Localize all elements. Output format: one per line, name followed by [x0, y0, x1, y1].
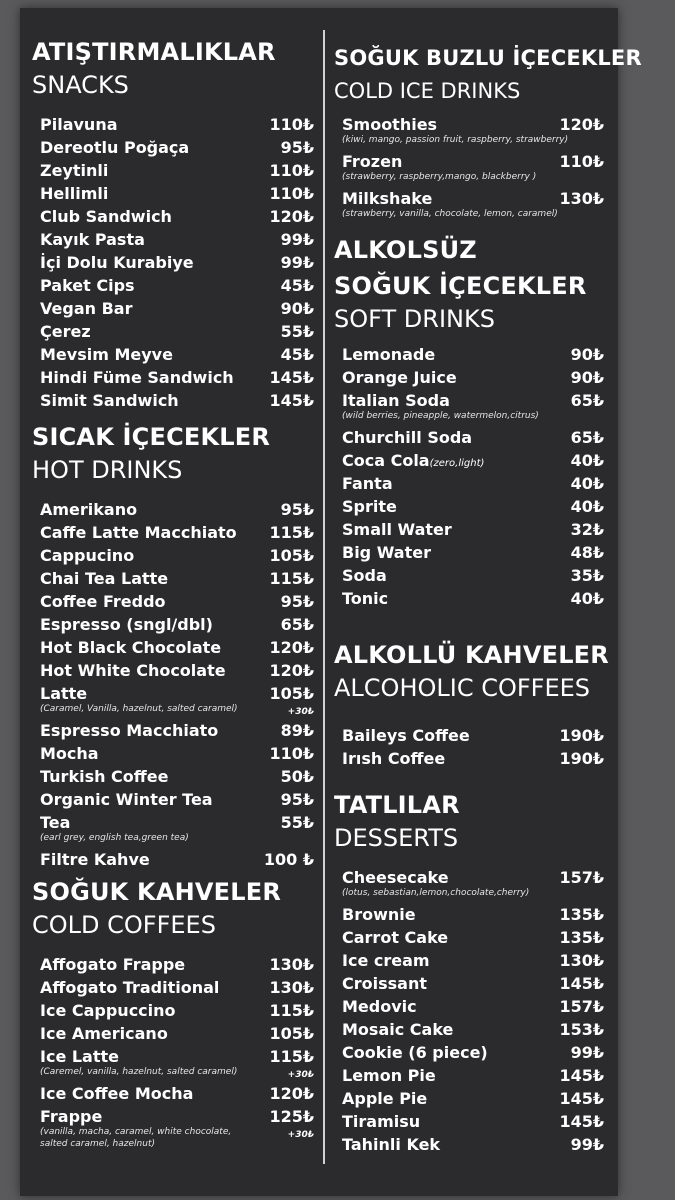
item-price: 110₺ — [269, 161, 314, 180]
item-name-text: Ice cream — [342, 951, 430, 970]
item-name — [342, 996, 417, 1018]
item-price: 95₺ — [280, 500, 314, 519]
item-name-text: Hindi Füme Sandwich — [40, 368, 234, 387]
item-name-text: Club Sandwich — [40, 207, 172, 226]
menu-item — [32, 812, 314, 849]
item-price: 110₺ — [559, 152, 604, 171]
item-name-text: Soda — [342, 566, 387, 585]
item-note: (Caremel, vanilla, hazelnut, salted caramel) — [40, 1067, 238, 1077]
item-name-text: Çerez — [40, 322, 91, 341]
menu-item — [32, 367, 314, 390]
item-name-text: İçi Dolu Kurabiye — [40, 253, 194, 272]
item-price: 99₺ — [570, 1043, 604, 1062]
menu-item — [334, 367, 604, 390]
item-price: 65₺ — [570, 428, 604, 447]
menu-item — [334, 450, 604, 473]
item-name-text: Tea — [40, 813, 71, 832]
item-name-text: Mosaic Cake — [342, 1020, 454, 1039]
item-price: 157₺ — [559, 868, 604, 887]
item-price: 120₺ — [269, 638, 314, 657]
menu-item — [334, 950, 604, 973]
menu-item — [334, 927, 604, 950]
menu-item — [32, 849, 314, 872]
item-name — [342, 344, 435, 366]
item-name — [40, 954, 185, 976]
item-price: 65₺ — [280, 615, 314, 634]
menu-item — [32, 614, 314, 637]
item-name-text: Sprite — [342, 497, 397, 516]
item-name — [40, 568, 168, 590]
menu-board — [20, 8, 642, 1196]
menu-item — [32, 683, 314, 720]
item-name — [342, 867, 449, 889]
item-name-text: Ice Americano — [40, 1024, 168, 1043]
section-title-en: COLD ICE DRINKS — [334, 79, 521, 103]
item-price: 35₺ — [570, 566, 604, 585]
item-name — [342, 114, 437, 136]
item-note: (strawberry, raspberry,mango, blackberry ) — [342, 172, 537, 182]
item-name-text: Zeytinli — [40, 161, 109, 180]
menu-list — [334, 344, 604, 611]
item-price: 55₺ — [280, 813, 314, 832]
item-name-text: Tahinli Kek — [342, 1135, 441, 1154]
menu-item — [32, 789, 314, 812]
item-name-text: Apple Pie — [342, 1089, 428, 1108]
item-price: 115₺ — [269, 523, 314, 542]
item-name-text: Organic Winter Tea — [40, 790, 213, 809]
section-title-en: COLD COFFEES — [32, 911, 216, 939]
section-title-tr: TATLILAR — [334, 791, 460, 819]
menu-item — [32, 160, 314, 183]
item-name-text: Simit Sandwich — [40, 391, 179, 410]
item-name-text: Ice Coffee Mocha — [40, 1084, 194, 1103]
menu-item — [334, 1042, 604, 1065]
item-price: 40₺ — [570, 451, 604, 470]
menu-item — [32, 977, 314, 1000]
item-name — [342, 390, 450, 412]
menu-item — [32, 275, 314, 298]
menu-item — [32, 660, 314, 683]
item-name-text: Lemon Pie — [342, 1066, 436, 1085]
item-name-text: Affogato Frappe — [40, 955, 186, 974]
item-name-text: Cappucino — [40, 546, 135, 565]
menu-item — [32, 954, 314, 977]
menu-item — [32, 321, 314, 344]
item-inline-note: (zero,light) — [429, 458, 485, 469]
item-price: 105₺ — [269, 1024, 314, 1043]
item-price: 145₺ — [559, 974, 604, 993]
item-name — [40, 390, 179, 412]
menu-item — [32, 114, 314, 137]
item-name-text: Caffe Latte Macchiato — [40, 523, 237, 542]
item-price: 120₺ — [269, 661, 314, 680]
item-name — [342, 588, 388, 610]
item-name — [40, 206, 172, 228]
item-price: 110₺ — [269, 184, 314, 203]
item-price: 45₺ — [280, 276, 314, 295]
item-name — [40, 114, 118, 136]
item-price: 90₺ — [570, 345, 604, 364]
menu-item — [334, 904, 604, 927]
item-name — [342, 1019, 453, 1041]
menu-list — [334, 114, 604, 225]
item-name-text: Orange Juice — [342, 368, 457, 387]
item-name — [40, 1023, 168, 1045]
item-name-text: Paket Cips — [40, 276, 135, 295]
menu-item — [334, 188, 604, 225]
item-name — [342, 565, 387, 587]
item-name-text: Coca Cola — [342, 451, 430, 470]
item-name — [342, 950, 430, 972]
item-name-text: Milkshake — [342, 189, 433, 208]
item-price: 130₺ — [269, 978, 314, 997]
menu-item — [32, 568, 314, 591]
item-note: (kiwi, mango, passion fruit, raspberry, strawberry) — [342, 135, 569, 145]
item-note: (vanilla, macha, caramel, white chocolate, — [40, 1127, 232, 1137]
menu-item — [32, 1083, 314, 1106]
item-name — [40, 229, 145, 251]
item-name-text: Espresso Macchiato — [40, 721, 219, 740]
section-title-tr: ATIŞTIRMALIKLAR — [32, 38, 276, 66]
item-name-text: Tonic — [342, 589, 389, 608]
item-extra-price: +30₺ — [287, 1070, 314, 1080]
item-name — [40, 545, 134, 567]
menu-item — [32, 720, 314, 743]
item-name-text: Frappe — [40, 1107, 103, 1126]
item-name — [342, 748, 445, 770]
menu-item — [334, 390, 604, 427]
item-price: 90₺ — [570, 368, 604, 387]
item-name — [40, 522, 237, 544]
item-name-text: Hot White Chocolate — [40, 661, 226, 680]
item-price: 40₺ — [570, 589, 604, 608]
item-name-text: Croissant — [342, 974, 427, 993]
menu-item — [32, 344, 314, 367]
item-name — [342, 496, 397, 518]
soft-drinks-section — [334, 236, 604, 611]
item-name-text: Amerikano — [40, 500, 138, 519]
item-price: 190₺ — [559, 749, 604, 768]
item-name — [40, 812, 70, 834]
item-name-text: Cookie (6 piece) — [342, 1043, 488, 1062]
item-name — [342, 1065, 436, 1087]
item-note-2: salted caramel, hazelnut) — [40, 1139, 155, 1149]
menu-item — [32, 766, 314, 789]
menu-item — [334, 1111, 604, 1134]
menu-list — [32, 499, 314, 872]
item-name-text: Chai Tea Latte — [40, 569, 169, 588]
item-name — [40, 367, 234, 389]
item-name-text: Cheesecake — [342, 868, 449, 887]
menu-item — [334, 748, 604, 771]
item-name-text: Smoothies — [342, 115, 438, 134]
menu-item — [334, 1088, 604, 1111]
item-name — [40, 1046, 119, 1068]
item-name — [342, 725, 470, 747]
item-note: (wild berries, pineapple, watermelon,citrus) — [342, 411, 539, 421]
item-price: 48₺ — [570, 543, 604, 562]
item-name — [342, 473, 393, 495]
item-name — [342, 367, 457, 389]
item-name — [40, 720, 218, 742]
menu-item — [32, 522, 314, 545]
item-price: 99₺ — [280, 230, 314, 249]
menu-item — [32, 137, 314, 160]
cold-coffees-section — [32, 878, 314, 1156]
item-name — [40, 275, 135, 297]
menu-item — [32, 252, 314, 275]
item-name-text: Dereotlu Poğaça — [40, 138, 190, 157]
item-name — [342, 1042, 488, 1064]
item-price: 110₺ — [269, 744, 314, 763]
item-price: 115₺ — [269, 569, 314, 588]
menu-item — [334, 427, 604, 450]
item-name — [40, 1083, 193, 1105]
item-name-text: Filtre Kahve — [40, 850, 150, 869]
item-name-text: Hot Black Chocolate — [40, 638, 222, 657]
item-price: 95₺ — [280, 790, 314, 809]
item-price: 125₺ — [269, 1107, 314, 1126]
item-name — [40, 183, 108, 205]
menu-item — [334, 519, 604, 542]
section-title-en: DESSERTS — [334, 824, 459, 852]
item-price: 135₺ — [559, 928, 604, 947]
menu-item — [334, 588, 604, 611]
menu-item — [334, 1019, 604, 1042]
menu-item — [32, 1106, 314, 1156]
item-name-text: Turkish Coffee — [40, 767, 169, 786]
item-price: 99₺ — [570, 1135, 604, 1154]
item-name — [40, 298, 132, 320]
menu-list — [334, 867, 604, 1157]
menu-item — [32, 298, 314, 321]
item-name — [342, 151, 402, 173]
menu-item — [334, 542, 604, 565]
item-name-text: Big Water — [342, 543, 431, 562]
item-name-text: Carrot Cake — [342, 928, 449, 947]
item-name-text: Frozen — [342, 152, 403, 171]
section-title-tr-2: SOĞUK İÇECEKLER — [334, 272, 587, 300]
item-name-text: Espresso (sngl/dbl) — [40, 615, 213, 634]
menu-item — [334, 114, 604, 151]
item-name — [342, 1088, 427, 1110]
menu-item — [32, 229, 314, 252]
item-name-text: Mocha — [40, 744, 99, 763]
item-extra-price: +30₺ — [287, 1130, 314, 1140]
cold-ice-drinks-section — [334, 44, 642, 225]
section-title-tr: ALKOLLÜ KAHVELER — [334, 641, 609, 669]
item-name-text: Tiramisu — [342, 1112, 421, 1131]
item-name-text: Italian Soda — [342, 391, 450, 410]
menu-list — [32, 114, 314, 413]
menu-item — [32, 499, 314, 522]
item-price: 45₺ — [280, 345, 314, 364]
item-price: 32₺ — [570, 520, 604, 539]
item-name — [40, 849, 150, 871]
section-title-en: HOT DRINKS — [32, 456, 183, 484]
section-title-en: ALCOHOLIC COFFEES — [334, 674, 591, 702]
item-price: 120₺ — [269, 207, 314, 226]
menu-item — [32, 1023, 314, 1046]
menu-item — [334, 867, 604, 904]
item-name-text: Affogato Traditional — [40, 978, 220, 997]
item-note: (strawberry, vanilla, chocolate, lemon, caramel) — [342, 209, 558, 219]
alcoholic-coffees-section — [334, 641, 609, 771]
item-price: 40₺ — [570, 497, 604, 516]
item-note: (lotus, sebastian,lemon,chocolate,cherry) — [342, 888, 530, 898]
item-name-text: Coffee Freddo — [40, 592, 166, 611]
item-name-text: Lemonade — [342, 345, 436, 364]
item-name — [40, 637, 221, 659]
menu-item — [32, 1000, 314, 1023]
item-price: 190₺ — [559, 726, 604, 745]
hot-drinks-section — [32, 423, 314, 872]
item-price: 115₺ — [269, 1047, 314, 1066]
snacks-section — [32, 38, 314, 413]
item-price: 65₺ — [570, 391, 604, 410]
item-name — [342, 1111, 420, 1133]
item-name — [40, 1000, 176, 1022]
item-name-text: Irısh Coffee — [342, 749, 446, 768]
menu-item — [334, 344, 604, 367]
desserts-section — [334, 791, 604, 1157]
item-name-text: Ice Latte — [40, 1047, 119, 1066]
menu-item — [334, 565, 604, 588]
item-name — [40, 137, 189, 159]
item-name — [40, 743, 99, 765]
item-price: 120₺ — [559, 115, 604, 134]
item-price: 145₺ — [559, 1112, 604, 1131]
item-name — [40, 977, 219, 999]
item-price: 115₺ — [269, 1001, 314, 1020]
item-price: 130₺ — [559, 189, 604, 208]
item-price: 120₺ — [269, 1084, 314, 1103]
menu-item — [334, 973, 604, 996]
item-name-text: Brownie — [342, 905, 416, 924]
item-name — [342, 519, 452, 541]
item-name — [40, 683, 87, 705]
menu-item — [334, 496, 604, 519]
item-price: 50₺ — [280, 767, 314, 786]
section-title-tr: SOĞUK BUZLU İÇECEKLER — [334, 46, 642, 70]
item-name-text: Baileys Coffee — [342, 726, 470, 745]
item-extra-price: +30₺ — [287, 707, 314, 717]
menu-item — [334, 725, 604, 748]
item-name — [342, 927, 448, 949]
item-price: 145₺ — [269, 368, 314, 387]
menu-list — [334, 725, 604, 771]
item-name-text: Hellimli — [40, 184, 109, 203]
item-price: 145₺ — [559, 1066, 604, 1085]
item-name — [342, 904, 416, 926]
column-divider — [323, 30, 325, 1164]
menu-item — [32, 591, 314, 614]
menu-item — [32, 1046, 314, 1083]
item-price: 90₺ — [280, 299, 314, 318]
item-note: (Caramel, Vanilla, hazelnut, salted caramel) — [40, 704, 238, 714]
item-price: 130₺ — [559, 951, 604, 970]
menu-item — [334, 1065, 604, 1088]
item-price: 100 ₺ — [263, 850, 314, 869]
item-name — [342, 542, 431, 564]
item-price: 105₺ — [269, 546, 314, 565]
item-name — [40, 344, 173, 366]
item-name — [40, 252, 194, 274]
menu-item — [32, 183, 314, 206]
menu-item — [334, 1134, 604, 1157]
item-name-text: Mevsim Meyve — [40, 345, 173, 364]
item-price: 110₺ — [269, 115, 314, 134]
item-name-text: Latte — [40, 684, 88, 703]
item-price: 105₺ — [269, 684, 314, 703]
section-title-en: SOFT DRINKS — [334, 305, 495, 333]
item-price: 89₺ — [280, 721, 314, 740]
menu-item — [334, 473, 604, 496]
menu-item — [32, 637, 314, 660]
item-price: 135₺ — [559, 905, 604, 924]
item-name — [342, 188, 432, 210]
item-name-text: Small Water — [342, 520, 452, 539]
item-price: 153₺ — [559, 1020, 604, 1039]
item-name — [40, 766, 168, 788]
item-name — [40, 499, 137, 521]
item-name-text: Pilavuna — [40, 115, 118, 134]
menu-item — [32, 390, 314, 413]
menu-item — [32, 743, 314, 766]
item-name — [40, 660, 226, 682]
item-name-text: Kayık Pasta — [40, 230, 145, 249]
item-price: 99₺ — [280, 253, 314, 272]
item-price: 157₺ — [559, 997, 604, 1016]
item-price: 145₺ — [269, 391, 314, 410]
item-name — [40, 1106, 102, 1128]
section-title-tr: SICAK İÇECEKLER — [32, 423, 271, 451]
section-title-en: SNACKS — [32, 71, 129, 99]
item-name-text: Ice Cappuccino — [40, 1001, 176, 1020]
item-name — [342, 973, 427, 995]
item-price: 55₺ — [280, 322, 314, 341]
section-title-tr-1: ALKOLSÜZ — [334, 236, 477, 264]
item-name — [342, 1134, 440, 1156]
item-price: 130₺ — [269, 955, 314, 974]
item-name-text: Medovic — [342, 997, 417, 1016]
menu-item — [32, 545, 314, 568]
menu-list — [32, 954, 314, 1156]
item-price: 95₺ — [280, 138, 314, 157]
item-name — [342, 427, 472, 449]
section-title-tr: SOĞUK KAHVELER — [32, 878, 282, 906]
item-name-text: Fanta — [342, 474, 393, 493]
item-name — [40, 321, 91, 343]
menu-item — [32, 206, 314, 229]
item-price: 40₺ — [570, 474, 604, 493]
item-name-text: Vegan Bar — [40, 299, 133, 318]
item-name — [40, 789, 213, 811]
item-name-text: Churchill Soda — [342, 428, 473, 447]
menu-item — [334, 151, 604, 188]
item-name — [40, 614, 213, 636]
item-price: 145₺ — [559, 1089, 604, 1108]
item-price: 95₺ — [280, 592, 314, 611]
item-name — [342, 450, 484, 475]
item-note: (earl grey, english tea,green tea) — [40, 833, 189, 843]
item-name — [40, 591, 166, 613]
menu-item — [334, 996, 604, 1019]
item-name — [40, 160, 108, 182]
